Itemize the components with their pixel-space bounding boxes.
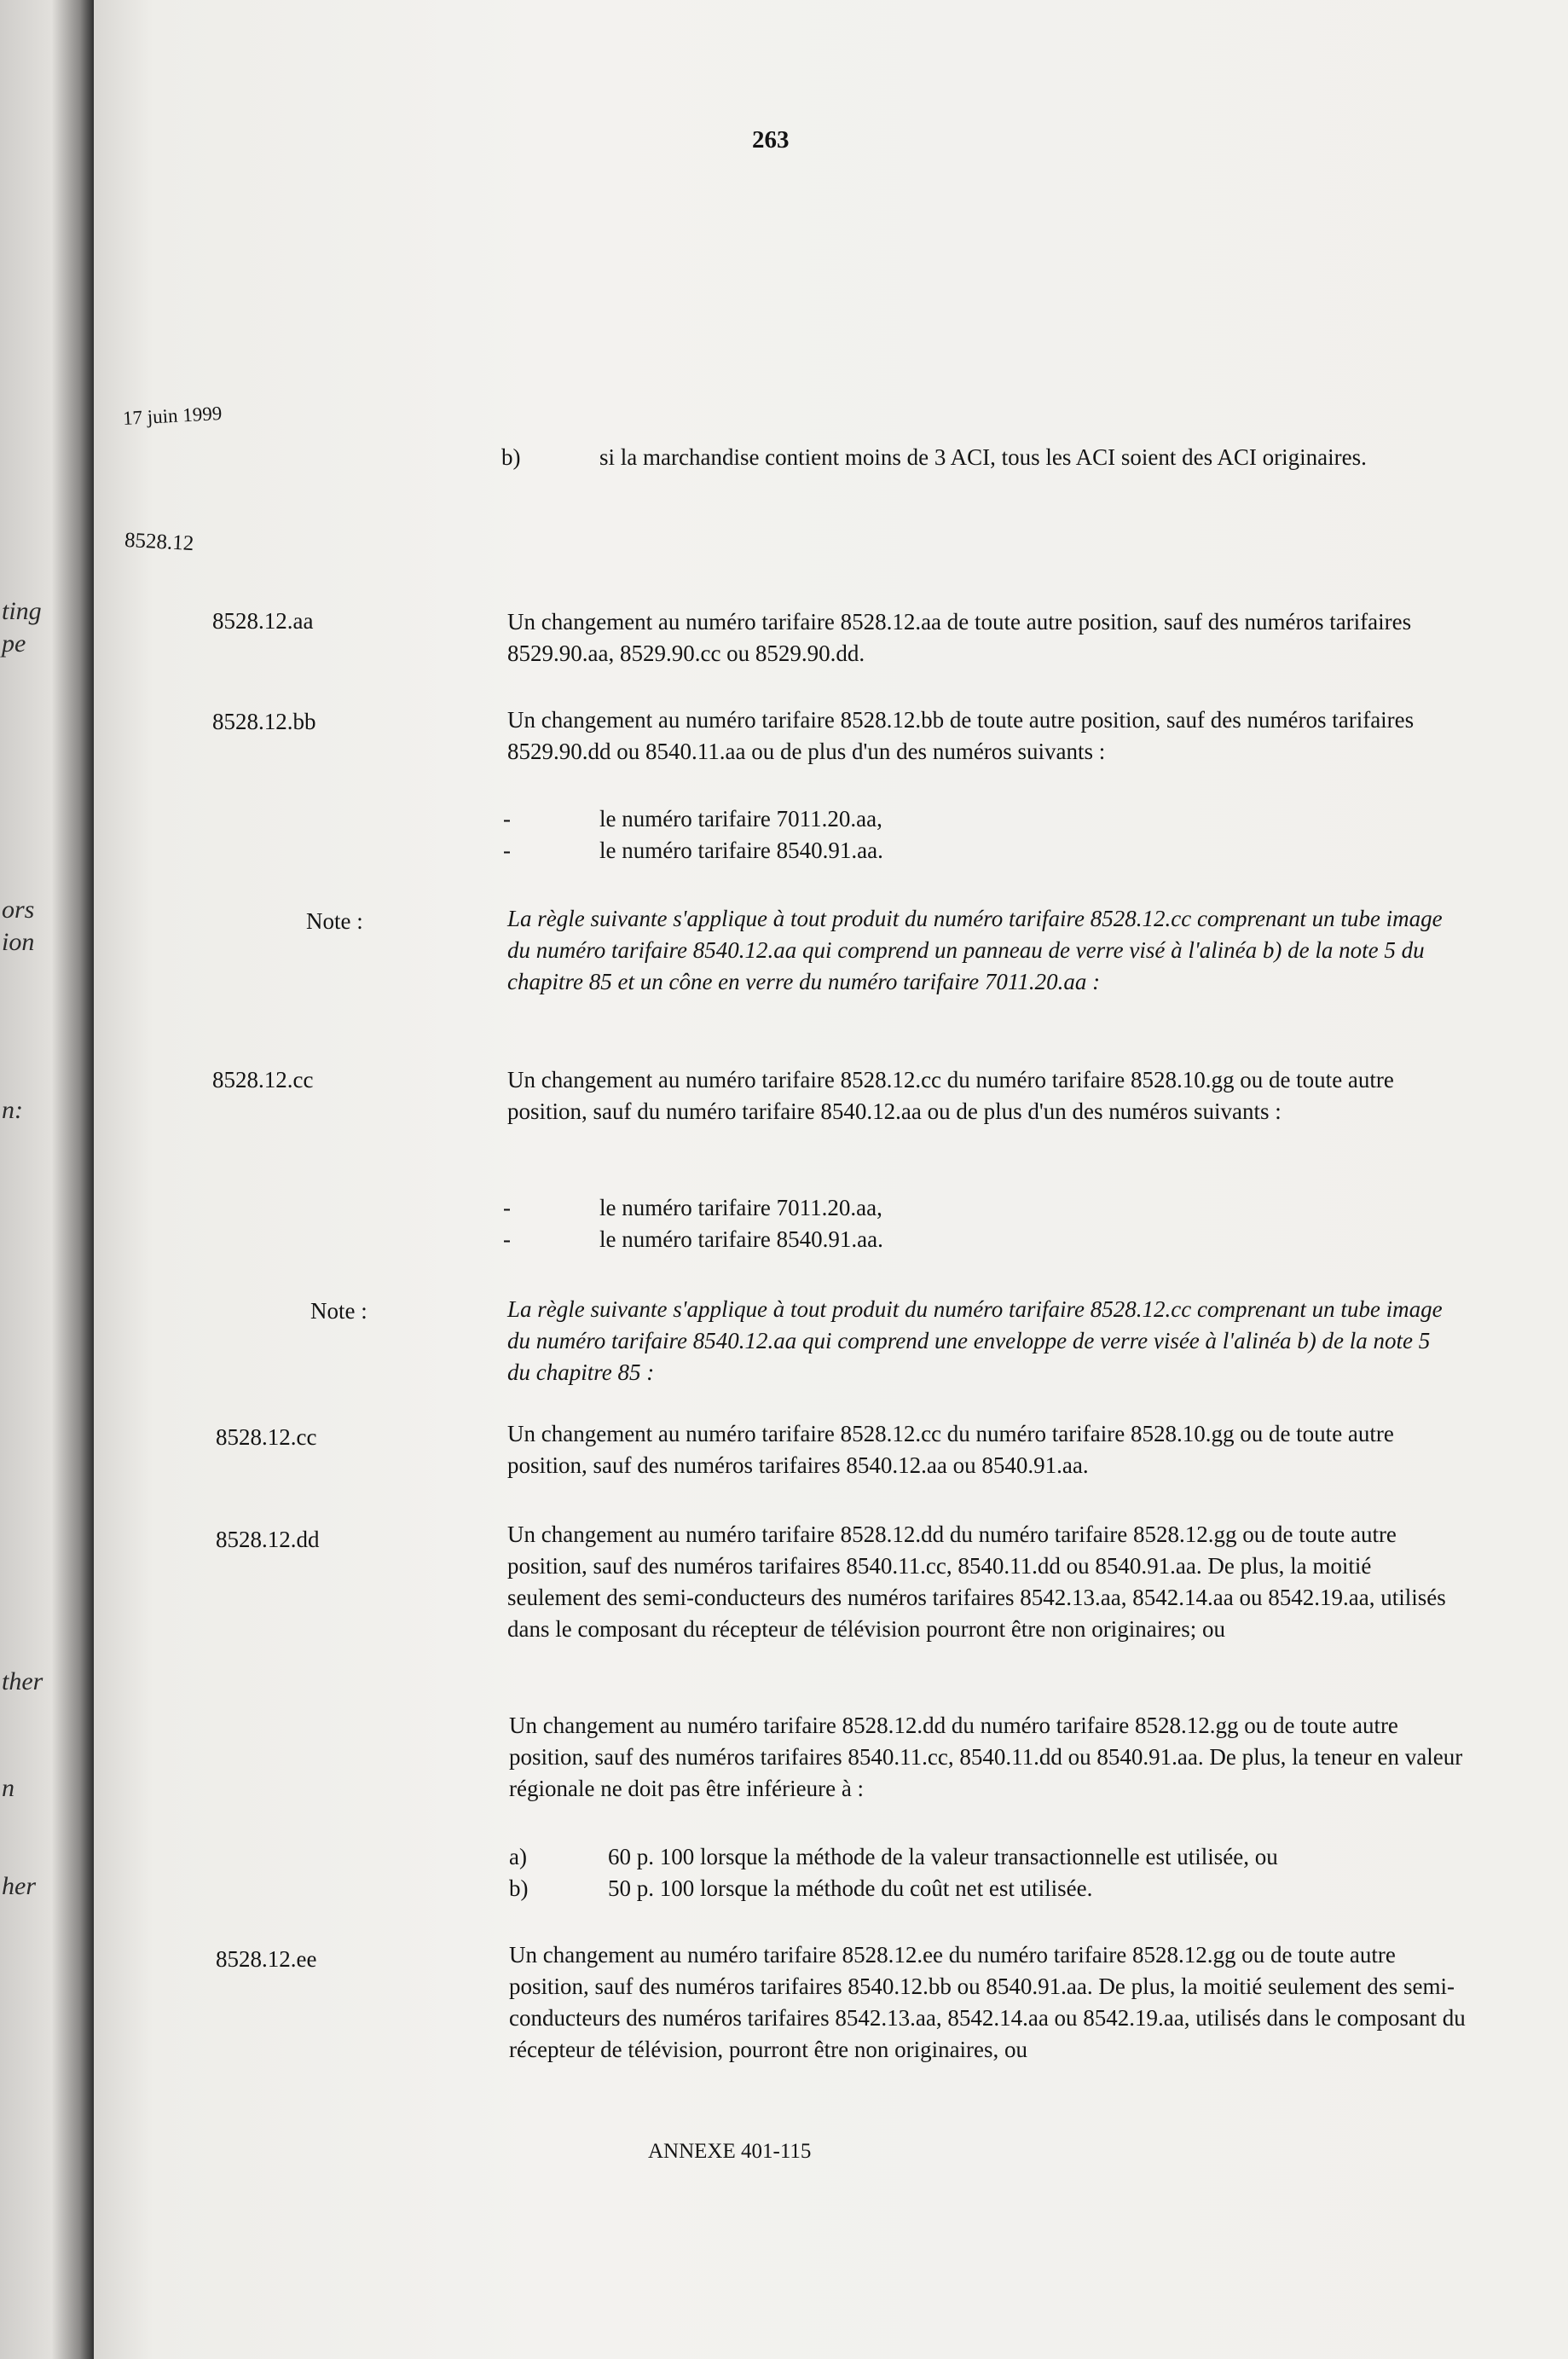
list-dash: - — [503, 806, 511, 832]
heading-code: 8528.12 — [124, 528, 194, 556]
facing-fragment: ther — [2, 1667, 43, 1695]
sub-item-marker: a) — [509, 1844, 527, 1869]
document-date: 17 juin 1999 — [122, 402, 223, 430]
rule-text: Un changement au numéro tarifaire 8528.12.cc du numéro tarifaire 8528.10.gg ou de toute autre position, sauf du numéro tarifaire 8540.12.aa ou de plus d'un des numéros suivants : — [507, 1067, 1394, 1124]
tariff-code: 8528.12.ee — [216, 1946, 317, 1972]
rule-text: Un changement au numéro tarifaire 8528.12.ee du numéro tarifaire 8528.12.gg ou de toute autre position, sauf des numéros tarifaires 8540.12.bb ou 8540.91.aa. De plus, la moitié seulement des semi-conducteurs des numéros tarifaires 8542.13.aa, 8542.14.aa ou 8542.19.aa, utilisés dans le composant du récepteur de télévision, pourront être non originaires, ou — [509, 1942, 1466, 2062]
rule-text: Un changement au numéro tarifaire 8528.12.cc du numéro tarifaire 8528.10.gg ou de toute autre position, sauf des numéros tarifaires 8540.12.aa ou 8540.91.aa. — [507, 1421, 1394, 1478]
list-dash: - — [503, 1195, 511, 1220]
note-text: La règle suivante s'applique à tout produit du numéro tarifaire 8528.12.cc comprenant un tube image du numéro tarifaire 8540.12.aa qui comprend une enveloppe de verre visée à l'alinéa b) de la note 5 du chapitre 85 : — [507, 1296, 1443, 1385]
list-item-text: le numéro tarifaire 8540.91.aa. — [599, 1226, 883, 1252]
note-label: Note : — [310, 1298, 367, 1324]
sub-item-text: 50 p. 100 lorsque la méthode du coût net est utilisée. — [608, 1875, 1093, 1901]
sub-item-text: 60 p. 100 lorsque la méthode de la valeur transactionnelle est utilisée, ou — [608, 1844, 1278, 1869]
tariff-code: 8528.12.aa — [212, 608, 314, 634]
tariff-code: 8528.12.bb — [212, 709, 316, 734]
rule-text: Un changement au numéro tarifaire 8528.12.dd du numéro tarifaire 8528.12.gg ou de toute autre position, sauf des numéros tarifaires 8540.11.cc, 8540.11.dd ou 8540.91.aa. De plus, la moitié seulement des semi-conducteurs des numéros tarifaires 8542.13.aa, 8542.14.aa ou 8542.19.aa, utilisés dans le composant du récepteur de télévision pourront être non originaires; ou — [507, 1521, 1446, 1642]
facing-fragment: pe — [2, 629, 26, 658]
facing-fragment: ors — [2, 895, 35, 924]
facing-fragment: ion — [2, 928, 35, 956]
tariff-code: 8528.12.cc — [216, 1424, 317, 1450]
list-dash: - — [503, 838, 511, 863]
note-text: La règle suivante s'applique à tout produit du numéro tarifaire 8528.12.cc comprenant un tube image du numéro tarifaire 8540.12.aa qui comprend un panneau de verre visé à l'alinéa b) de la note 5 du chapitre 85 et un cône en verre du numéro tarifaire 7011.20.aa : — [507, 906, 1443, 994]
page-footer: ANNEXE 401-115 — [648, 2140, 812, 2163]
sub-item-marker: b) — [509, 1875, 529, 1901]
note-label: Note : — [306, 908, 363, 934]
facing-fragment: ting — [2, 597, 42, 625]
list-item-text: le numéro tarifaire 8540.91.aa. — [599, 838, 883, 863]
tariff-code: 8528.12.dd — [216, 1527, 320, 1552]
rule-text: Un changement au numéro tarifaire 8528.12.aa de toute autre position, sauf des numéros tarifaires 8529.90.aa, 8529.90.cc ou 8529.90.dd. — [507, 609, 1412, 666]
item-text: si la marchandise contient moins de 3 ACI, tous les ACI soient des ACI originaires. — [599, 444, 1367, 470]
facing-fragment: her — [2, 1872, 36, 1900]
facing-page-edge — [0, 0, 94, 2359]
rule-text-alternative: Un changement au numéro tarifaire 8528.12.dd du numéro tarifaire 8528.12.gg ou de toute autre position, sauf des numéros tarifaires 8540.11.cc, 8540.11.dd ou 8540.91.aa. De plus, la teneur en valeur régionale ne doit pas être inférieure à : — [509, 1713, 1463, 1801]
facing-fragment: n: — [2, 1096, 23, 1124]
list-item-text: le numéro tarifaire 7011.20.aa, — [599, 1195, 882, 1220]
document-page — [94, 0, 1568, 2359]
list-item-text: le numéro tarifaire 7011.20.aa, — [599, 806, 882, 832]
list-dash: - — [503, 1226, 511, 1252]
tariff-code: 8528.12.cc — [212, 1067, 314, 1093]
page-number: 263 — [752, 126, 790, 154]
rule-text: Un changement au numéro tarifaire 8528.12.bb de toute autre position, sauf des numéros tarifaires 8529.90.dd ou 8540.11.aa ou de plus d'un des numéros suivants : — [507, 707, 1415, 764]
item-marker: b) — [501, 444, 521, 470]
facing-fragment: n — [2, 1774, 14, 1802]
